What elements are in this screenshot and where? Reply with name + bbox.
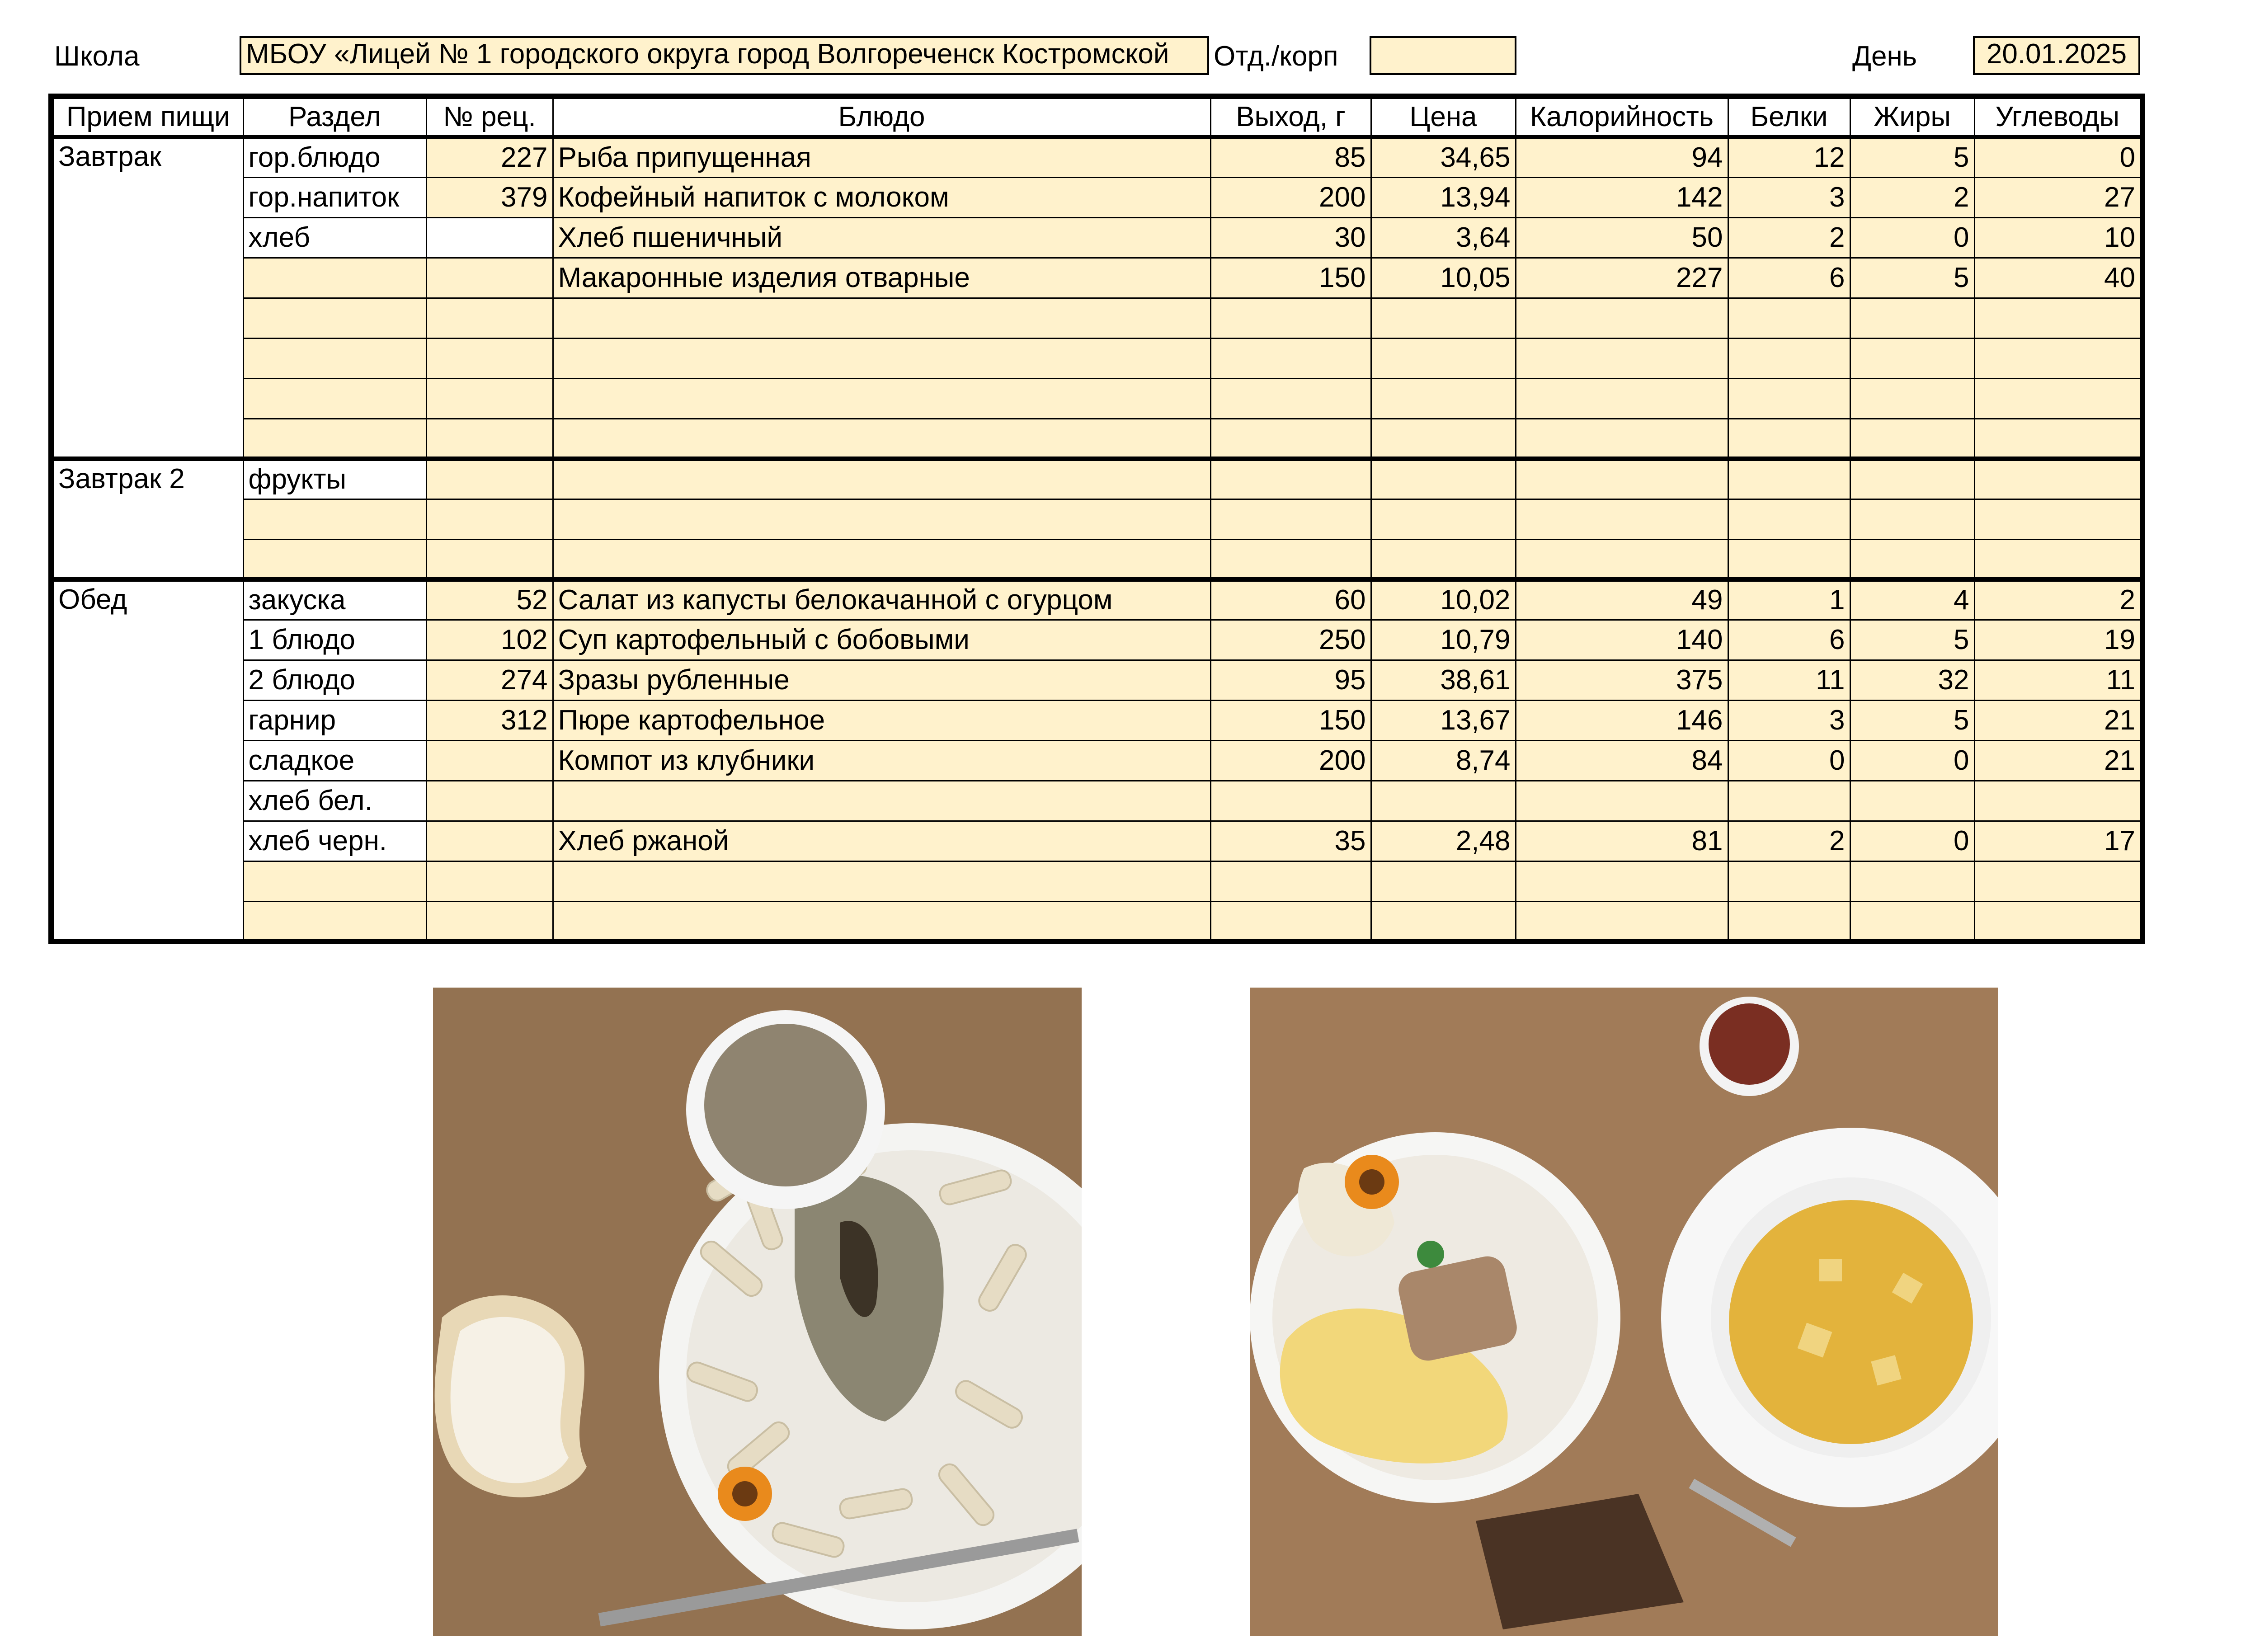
price-cell[interactable] [1371,861,1516,901]
recipe-cell[interactable] [426,378,553,419]
menu-table [48,94,2145,944]
col-dish: Блюдо [553,96,1210,137]
kcal-cell[interactable] [1516,781,1728,821]
recipe-cell[interactable] [426,298,553,338]
carbs-cell[interactable]: 2 [1974,579,2142,620]
yield-cell[interactable]: 60 [1210,579,1371,620]
table-row [51,740,2142,781]
school-label: Школа [54,41,140,72]
day-field[interactable]: 20.01.2025 [1973,36,2140,75]
price-cell[interactable] [1371,901,1516,941]
dish-cell[interactable] [553,781,1210,821]
col-section: Раздел [243,96,426,137]
price-cell[interactable]: 10,79 [1371,620,1516,660]
lunch-plate-image [1250,988,1998,1636]
section-cell[interactable]: 2 блюдо [243,660,426,700]
protein-cell[interactable] [1728,499,1850,539]
dish-cell[interactable]: Хлеб пшеничный [553,217,1210,258]
table-row [51,258,2142,298]
dish-cell[interactable]: Хлеб ржаной [553,821,1210,861]
yield-cell[interactable] [1210,419,1371,459]
dish-cell[interactable] [553,901,1210,941]
carbs-cell[interactable]: 40 [1974,258,2142,298]
recipe-cell[interactable] [426,821,553,861]
kcal-cell[interactable] [1516,378,1728,419]
section-cell[interactable]: закуска [243,579,426,620]
protein-cell[interactable]: 3 [1728,700,1850,740]
fat-cell[interactable]: 2 [1850,177,1974,217]
table-row [51,217,2142,258]
col-kcal: Калорийность [1516,96,1728,137]
fat-cell[interactable] [1850,298,1974,338]
table-row [51,378,2142,419]
carbs-cell[interactable] [1974,901,2142,941]
protein-cell[interactable] [1728,539,1850,579]
recipe-cell[interactable]: 379 [426,177,553,217]
price-cell[interactable]: 10,02 [1371,579,1516,620]
table-row [51,177,2142,217]
protein-cell[interactable]: 3 [1728,177,1850,217]
kcal-cell[interactable]: 140 [1516,620,1728,660]
yield-cell[interactable] [1210,378,1371,419]
fat-cell[interactable] [1850,378,1974,419]
dish-cell[interactable]: Пюре картофельное [553,700,1210,740]
yield-cell[interactable] [1210,539,1371,579]
dish-cell[interactable]: Макаронные изделия отварные [553,258,1210,298]
table-row [51,419,2142,459]
carbs-cell[interactable] [1974,378,2142,419]
recipe-cell[interactable]: 227 [426,137,553,177]
dept-label: Отд./корп [1214,41,1338,72]
carbs-cell[interactable] [1974,298,2142,338]
protein-cell[interactable]: 12 [1728,137,1850,177]
dish-cell[interactable] [553,861,1210,901]
price-cell[interactable] [1371,781,1516,821]
kcal-cell[interactable] [1516,901,1728,941]
protein-cell[interactable]: 1 [1728,579,1850,620]
yield-cell[interactable]: 150 [1210,700,1371,740]
carbs-cell[interactable] [1974,459,2142,499]
yield-cell[interactable]: 30 [1210,217,1371,258]
price-cell[interactable]: 8,74 [1371,740,1516,781]
table-row [51,539,2142,579]
menu-body [51,137,2142,941]
dish-cell[interactable] [553,499,1210,539]
recipe-cell[interactable] [426,901,553,941]
col-fat: Жиры [1850,96,1974,137]
yield-cell[interactable]: 95 [1210,660,1371,700]
table-row [51,459,2142,499]
dept-field[interactable] [1370,36,1516,75]
table-row [51,660,2142,700]
yield-cell[interactable]: 200 [1210,740,1371,781]
fat-cell[interactable]: 5 [1850,700,1974,740]
section-cell[interactable] [243,338,426,378]
protein-cell[interactable] [1728,419,1850,459]
fat-cell[interactable]: 0 [1850,217,1974,258]
col-price: Цена [1371,96,1516,137]
protein-cell[interactable]: 2 [1728,821,1850,861]
dish-cell[interactable] [553,298,1210,338]
kcal-cell[interactable]: 375 [1516,660,1728,700]
meal-cell[interactable]: Обед [51,579,243,941]
price-cell[interactable]: 38,61 [1371,660,1516,700]
fat-cell[interactable] [1850,781,1974,821]
kcal-cell[interactable]: 227 [1516,258,1728,298]
recipe-cell[interactable] [426,258,553,298]
breakfast-plate-image [433,988,1082,1636]
protein-cell[interactable] [1728,781,1850,821]
kcal-cell[interactable] [1516,298,1728,338]
table-row [51,861,2142,901]
protein-cell[interactable] [1728,459,1850,499]
kcal-cell[interactable] [1516,861,1728,901]
recipe-cell[interactable] [426,217,553,258]
kcal-cell[interactable] [1516,419,1728,459]
carbs-cell[interactable]: 21 [1974,740,2142,781]
breakfast-photo [433,988,1082,1636]
kcal-cell[interactable] [1516,459,1728,499]
section-cell[interactable] [243,298,426,338]
dish-cell[interactable]: Суп картофельный с бобовыми [553,620,1210,660]
section-cell[interactable]: гарнир [243,700,426,740]
protein-cell[interactable] [1728,861,1850,901]
yield-cell[interactable] [1210,861,1371,901]
protein-cell[interactable]: 6 [1728,258,1850,298]
dish-cell[interactable]: Кофейный напиток с молоком [553,177,1210,217]
price-cell[interactable] [1371,378,1516,419]
table-row [51,620,2142,660]
fat-cell[interactable] [1850,499,1974,539]
col-recipe: № рец. [426,96,553,137]
yield-cell[interactable] [1210,298,1371,338]
header-row [51,96,2142,137]
meal-cell[interactable]: Завтрак [51,137,243,459]
carbs-cell[interactable]: 19 [1974,620,2142,660]
recipe-cell[interactable]: 52 [426,579,553,620]
day-label: День [1852,41,1917,72]
col-yield: Выход, г [1210,96,1371,137]
fat-cell[interactable] [1850,459,1974,499]
fat-cell[interactable] [1850,539,1974,579]
kcal-cell[interactable] [1516,499,1728,539]
dish-cell[interactable] [553,459,1210,499]
price-cell[interactable] [1371,338,1516,378]
recipe-cell[interactable] [426,539,553,579]
price-cell[interactable]: 13,94 [1371,177,1516,217]
recipe-cell[interactable] [426,338,553,378]
recipe-cell[interactable]: 274 [426,660,553,700]
recipe-cell[interactable]: 312 [426,700,553,740]
yield-cell[interactable]: 200 [1210,177,1371,217]
fat-cell[interactable]: 5 [1850,620,1974,660]
carbs-cell[interactable]: 27 [1974,177,2142,217]
carbs-cell[interactable]: 21 [1974,700,2142,740]
yield-cell[interactable]: 35 [1210,821,1371,861]
section-cell[interactable]: сладкое [243,740,426,781]
kcal-cell[interactable]: 94 [1516,137,1728,177]
price-cell[interactable] [1371,499,1516,539]
section-cell[interactable] [243,539,426,579]
section-cell[interactable] [243,419,426,459]
price-cell[interactable] [1371,419,1516,459]
carbs-cell[interactable]: 17 [1974,821,2142,861]
kcal-cell[interactable]: 146 [1516,700,1728,740]
carbs-cell[interactable] [1974,499,2142,539]
fat-cell[interactable] [1850,861,1974,901]
col-meal: Прием пищи [51,96,243,137]
section-cell[interactable]: гор.напиток [243,177,426,217]
carbs-cell[interactable] [1974,338,2142,378]
price-cell[interactable]: 3,64 [1371,217,1516,258]
section-cell[interactable]: гор.блюдо [243,137,426,177]
fat-cell[interactable] [1850,338,1974,378]
lunch-photo [1250,988,1998,1636]
dish-cell[interactable]: Зразы рубленные [553,660,1210,700]
table-row [51,579,2142,620]
carbs-cell[interactable] [1974,419,2142,459]
price-cell[interactable]: 13,67 [1371,700,1516,740]
col-carbs: Углеводы [1974,96,2142,137]
section-cell[interactable]: хлеб черн. [243,821,426,861]
section-cell[interactable] [243,499,426,539]
table-row [51,137,2142,177]
fat-cell[interactable]: 5 [1850,258,1974,298]
yield-cell[interactable]: 250 [1210,620,1371,660]
recipe-cell[interactable] [426,419,553,459]
recipe-cell[interactable] [426,781,553,821]
fat-cell[interactable]: 0 [1850,740,1974,781]
section-cell[interactable] [243,861,426,901]
recipe-cell[interactable] [426,740,553,781]
school-field[interactable]: МБОУ «Лицей № 1 городского округа город Волгореченск Костромской [240,36,1209,75]
table-row [51,901,2142,941]
kcal-cell[interactable]: 142 [1516,177,1728,217]
protein-cell[interactable] [1728,338,1850,378]
section-cell[interactable]: 1 блюдо [243,620,426,660]
price-cell[interactable] [1371,539,1516,579]
recipe-cell[interactable] [426,499,553,539]
recipe-cell[interactable]: 102 [426,620,553,660]
protein-cell[interactable]: 6 [1728,620,1850,660]
recipe-cell[interactable] [426,459,553,499]
dish-cell[interactable] [553,378,1210,419]
protein-cell[interactable]: 2 [1728,217,1850,258]
yield-cell[interactable] [1210,459,1371,499]
price-cell[interactable] [1371,298,1516,338]
carbs-cell[interactable]: 10 [1974,217,2142,258]
price-cell[interactable]: 10,05 [1371,258,1516,298]
kcal-cell[interactable]: 50 [1516,217,1728,258]
kcal-cell[interactable] [1516,338,1728,378]
yield-cell[interactable] [1210,338,1371,378]
carbs-cell[interactable] [1974,861,2142,901]
protein-cell[interactable]: 11 [1728,660,1850,700]
yield-cell[interactable]: 150 [1210,258,1371,298]
table-row [51,338,2142,378]
col-protein: Белки [1728,96,1850,137]
section-cell[interactable] [243,258,426,298]
protein-cell[interactable] [1728,378,1850,419]
kcal-cell[interactable]: 49 [1516,579,1728,620]
section-cell[interactable]: хлеб [243,217,426,258]
protein-cell[interactable]: 0 [1728,740,1850,781]
section-cell[interactable]: фрукты [243,459,426,499]
section-cell[interactable] [243,901,426,941]
fat-cell[interactable] [1850,901,1974,941]
protein-cell[interactable] [1728,298,1850,338]
price-cell[interactable] [1371,459,1516,499]
kcal-cell[interactable]: 81 [1516,821,1728,861]
fat-cell[interactable] [1850,419,1974,459]
fat-cell[interactable]: 4 [1850,579,1974,620]
section-cell[interactable] [243,378,426,419]
carbs-cell[interactable]: 11 [1974,660,2142,700]
dish-cell[interactable] [553,419,1210,459]
protein-cell[interactable] [1728,901,1850,941]
table-row [51,499,2142,539]
table-row [51,781,2142,821]
yield-cell[interactable] [1210,781,1371,821]
dish-cell[interactable]: Компот из клубники [553,740,1210,781]
recipe-cell[interactable] [426,861,553,901]
fat-cell[interactable]: 0 [1850,821,1974,861]
carbs-cell[interactable]: 0 [1974,137,2142,177]
dish-cell[interactable] [553,539,1210,579]
table-row [51,298,2142,338]
dish-cell[interactable] [553,338,1210,378]
carbs-cell[interactable] [1974,539,2142,579]
carbs-cell[interactable] [1974,781,2142,821]
fat-cell[interactable]: 5 [1850,137,1974,177]
kcal-cell[interactable] [1516,539,1728,579]
yield-cell[interactable] [1210,901,1371,941]
meal-cell[interactable]: Завтрак 2 [51,459,243,579]
fat-cell[interactable]: 32 [1850,660,1974,700]
price-cell[interactable]: 2,48 [1371,821,1516,861]
kcal-cell[interactable]: 84 [1516,740,1728,781]
yield-cell[interactable] [1210,499,1371,539]
dish-cell[interactable]: Салат из капусты белокачанной с огурцом [553,579,1210,620]
section-cell[interactable]: хлеб бел. [243,781,426,821]
table-row [51,821,2142,861]
table-row [51,700,2142,740]
dish-cell[interactable]: Рыба припущенная [553,137,1210,177]
yield-cell[interactable]: 85 [1210,137,1371,177]
price-cell[interactable]: 34,65 [1371,137,1516,177]
